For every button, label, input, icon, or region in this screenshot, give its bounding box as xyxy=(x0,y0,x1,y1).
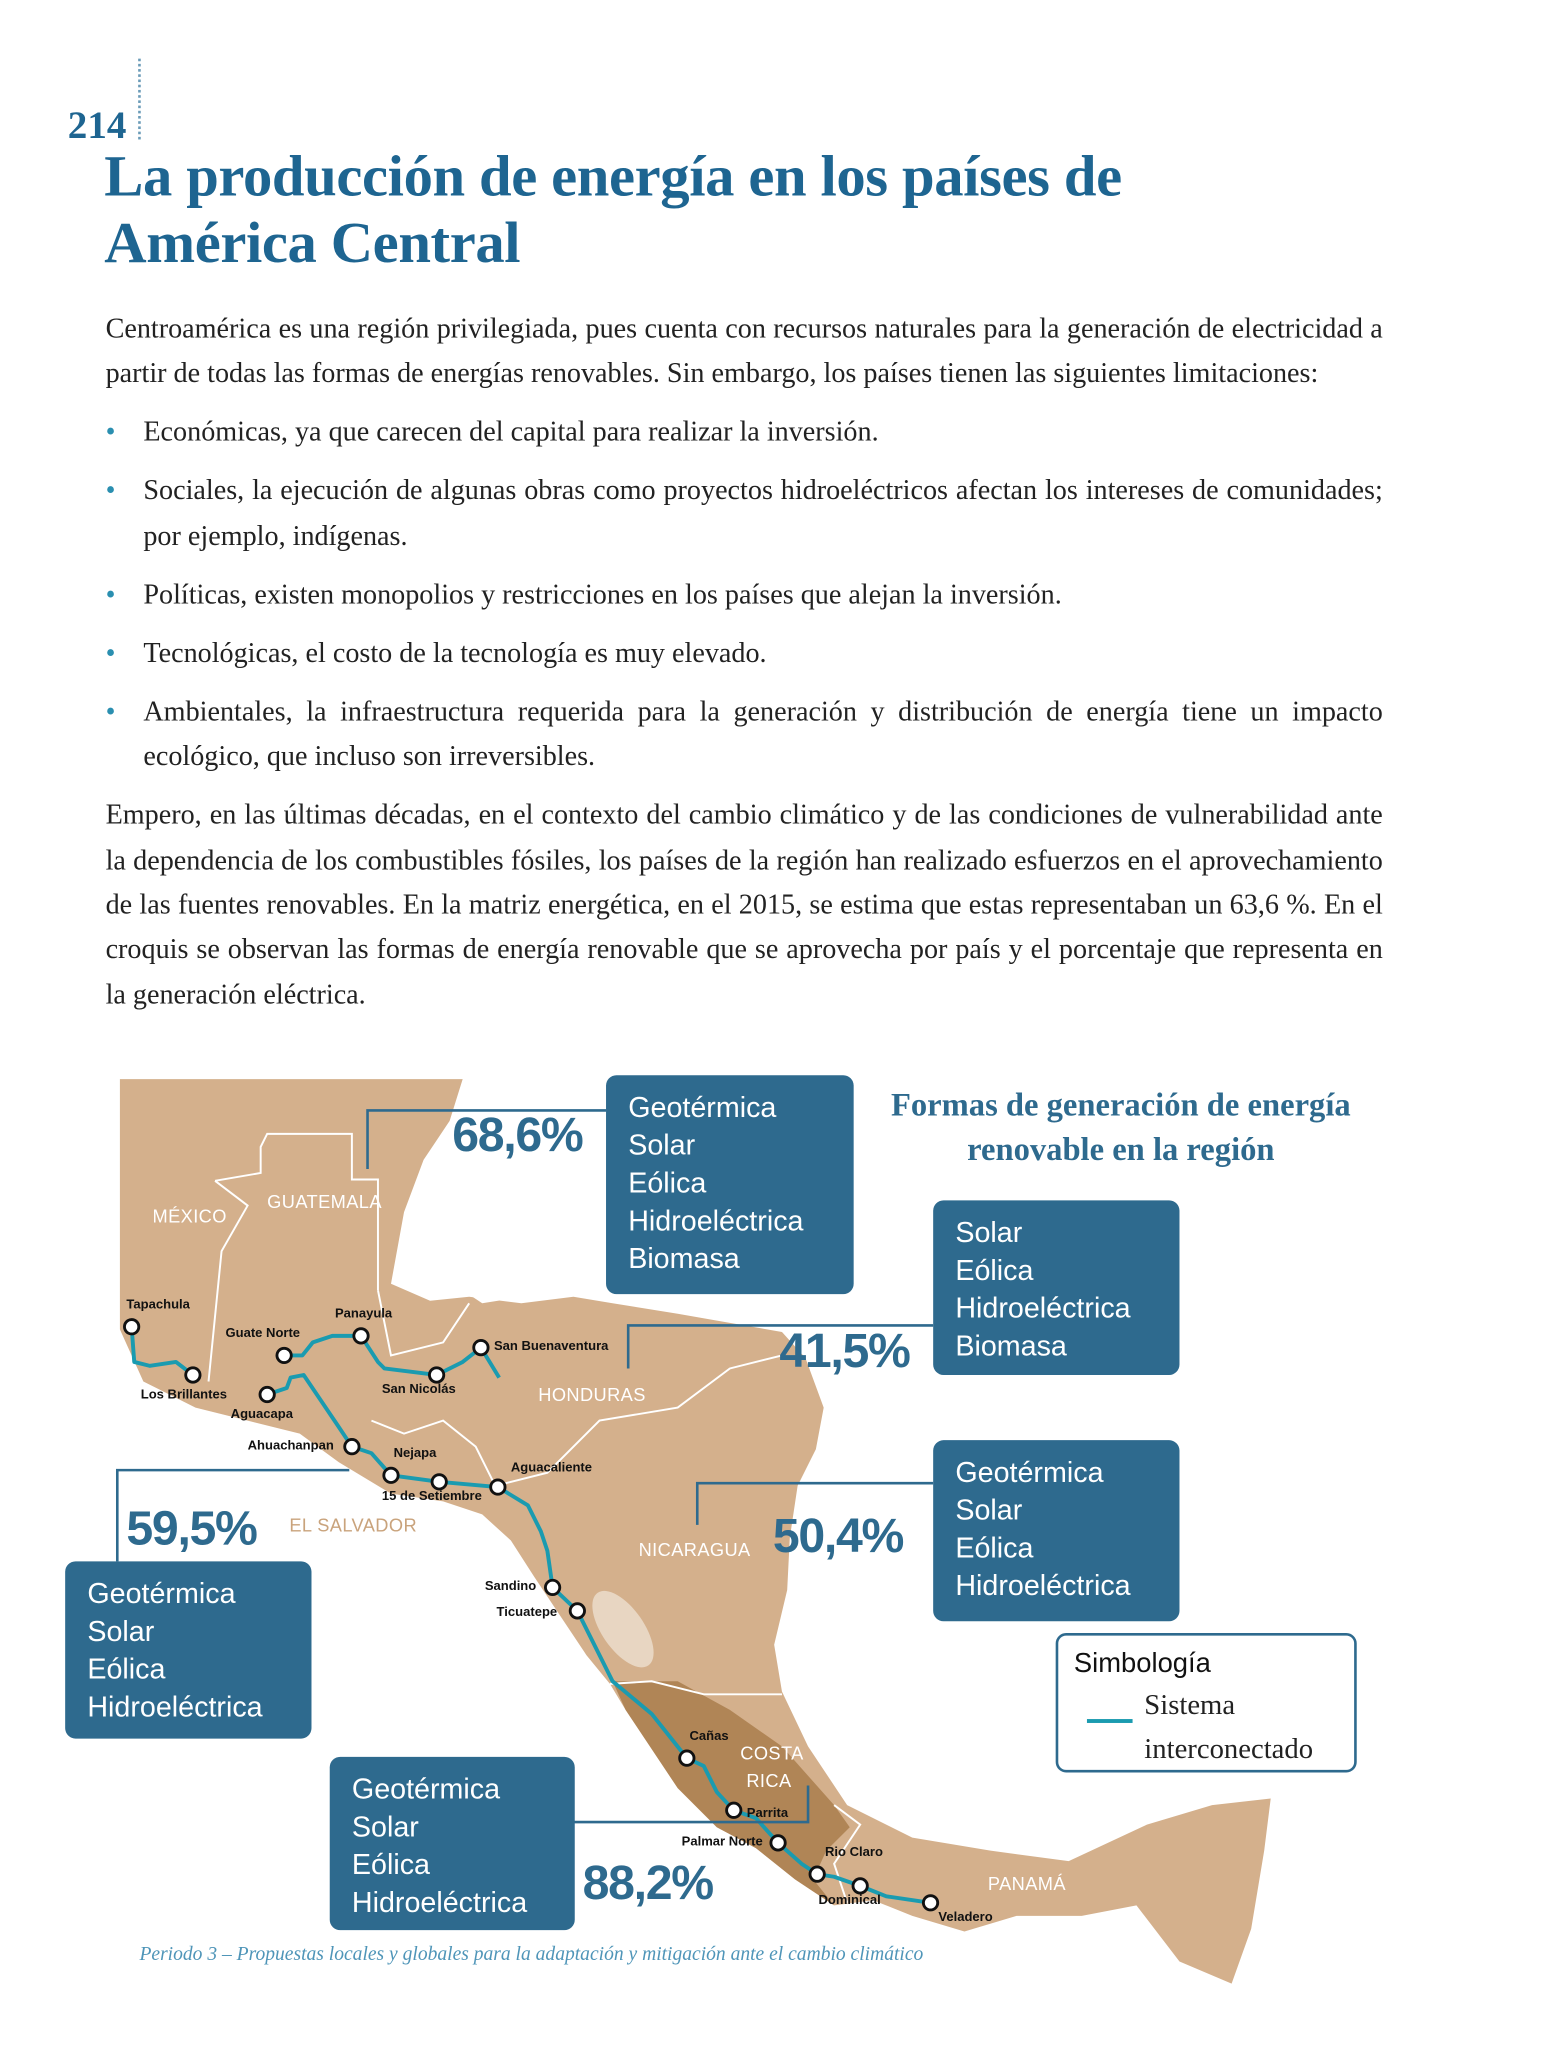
station-marker xyxy=(545,1580,559,1594)
closing-paragraph: Empero, en las últimas décadas, en el contexto del cambio climático y de las condiciones de vulnerabilidad ante la dependencia de los combustibles fósiles, los países de la región han realizado esfuerzos en el aprovechamiento de las fuentes renovables. En la matriz energética, en el 2015, se estima que estas representaban un 63,6 %. En el croquis se observan las formas de energía renovable que se aprovecha por país y el porcentaje que representa en la generación eléctrica. xyxy=(105,799,1383,1010)
station-label: Palmar Norte xyxy=(681,1835,763,1850)
station-marker xyxy=(429,1368,443,1382)
callout-box-honduras xyxy=(933,1200,1179,1375)
text: Hidroeléctrica xyxy=(87,1690,263,1723)
percent-label: 59,5% xyxy=(126,1501,257,1555)
text: Eólica xyxy=(87,1652,166,1686)
text: Geotérmica xyxy=(87,1576,236,1610)
callout-box-nicaragua xyxy=(933,1440,1179,1621)
country-label: MÉXICO xyxy=(152,1205,227,1227)
text: Políticas, existen monopolios y restricciones en los países que alejan la inversión. xyxy=(143,578,1062,610)
station-marker xyxy=(384,1468,398,1482)
station-marker xyxy=(491,1480,505,1494)
callout-box-guatemala-belize xyxy=(606,1075,854,1294)
text: Formas de generación de energía xyxy=(890,1088,1351,1124)
bullet-icon: • xyxy=(105,474,116,507)
title-line-2: América Central xyxy=(104,209,521,275)
text: Biomasa xyxy=(628,1242,740,1275)
station-label: Dominical xyxy=(818,1893,881,1909)
station-marker xyxy=(727,1803,741,1817)
station-marker xyxy=(354,1329,368,1343)
text: Eólica xyxy=(955,1531,1034,1564)
bullet-icon: • xyxy=(105,637,116,669)
text: Solar xyxy=(628,1128,696,1162)
text: Geotérmica xyxy=(628,1090,777,1124)
station-label: Veladero xyxy=(938,1910,993,1925)
text: Hidroeléctrica xyxy=(628,1204,804,1237)
station-label: Ticuatepe xyxy=(496,1605,558,1621)
country-label: PANAMÁ xyxy=(987,1872,1066,1894)
text: Sistema xyxy=(1144,1687,1236,1721)
legend-label xyxy=(1144,1683,1313,1772)
station-marker xyxy=(432,1475,446,1489)
text: Solar xyxy=(955,1215,1023,1249)
station-marker xyxy=(570,1604,584,1618)
station-label: Guate Norte xyxy=(225,1326,301,1342)
country-label: GUATEMALA xyxy=(267,1191,382,1213)
text: Ambientales, la infraestructura requerida para la generación y distribución de energía tiene un impacto ecológico, que incluso son irreversibles. xyxy=(143,695,1383,772)
text: Eólica xyxy=(955,1253,1034,1287)
station-marker xyxy=(853,1879,867,1893)
percent-label: 88,2% xyxy=(582,1855,713,1910)
text: Económicas, ya que carecen del capital para realizar la inversión. xyxy=(143,416,879,448)
station-marker xyxy=(923,1896,937,1910)
map-legend xyxy=(1056,1633,1357,1772)
station-label: Sandino xyxy=(484,1579,537,1594)
callout-box-costa-rica xyxy=(330,1757,575,1930)
text: Geotérmica xyxy=(351,1772,501,1806)
station-label: Panayula xyxy=(334,1307,393,1322)
station-label: San Nicolás xyxy=(381,1382,456,1398)
station-marker xyxy=(345,1439,359,1453)
station-label: Aguacaliente xyxy=(510,1460,593,1476)
country-label: EL SALVADOR xyxy=(289,1514,418,1536)
callout-box-el-salvador xyxy=(65,1561,311,1738)
country-label: COSTA RICA xyxy=(740,1742,804,1791)
station-label: Parrita xyxy=(746,1806,789,1821)
text: Solar xyxy=(87,1614,155,1648)
text: Sociales, la ejecución de algunas obras como proyectos hidroeléctricos afectan los intereses de comunidades; por ejemplo, indígenas. xyxy=(143,474,1383,552)
station-marker xyxy=(474,1340,488,1354)
percent-label: 41,5% xyxy=(779,1324,910,1378)
bullet-icon: • xyxy=(105,695,116,727)
station-marker xyxy=(810,1867,824,1881)
station-marker xyxy=(186,1368,200,1382)
station-marker xyxy=(277,1348,291,1362)
station-label: Ahuachanpan xyxy=(247,1438,334,1454)
intro-paragraph: Centroamérica es una región privilegiada, pues cuenta con recursos naturales para la generación de electricidad a partir de todas las formas de energías renovables. Sin embargo, los países tienen las siguientes limitaciones: xyxy=(105,312,1383,389)
station-marker xyxy=(680,1751,694,1765)
country-label: BELICE xyxy=(427,1221,449,1289)
station-marker xyxy=(771,1836,785,1850)
text: renovable en la región xyxy=(967,1132,1275,1168)
station-label: Cañas xyxy=(689,1729,729,1744)
text: Hidroeléctrica xyxy=(955,1569,1131,1602)
country-label: HONDURAS xyxy=(538,1384,646,1405)
percent-label: 50,4% xyxy=(772,1509,904,1563)
page-number: 214 xyxy=(67,104,127,148)
percent-label: 68,6% xyxy=(452,1107,583,1162)
station-label: Nejapa xyxy=(393,1446,437,1461)
text: Hidroeléctrica xyxy=(955,1291,1131,1325)
text: interconectado xyxy=(1144,1732,1314,1765)
station-label: San Buenaventura xyxy=(493,1339,609,1355)
text: Geotérmica xyxy=(955,1455,1104,1489)
station-label: 15 de Setiembre xyxy=(381,1489,482,1505)
legend-title: Simbología xyxy=(1073,1648,1211,1679)
title-line-1: La producción de energía en los países de xyxy=(104,143,1122,209)
line-swatch-icon xyxy=(1087,1719,1133,1723)
text: Tecnológicas, el costo de la tecnología es muy elevado. xyxy=(143,637,767,669)
text: Solar xyxy=(351,1810,419,1843)
station-label: Aguacapa xyxy=(230,1407,293,1422)
text: Eólica xyxy=(351,1848,430,1881)
text: Solar xyxy=(955,1493,1023,1527)
page-footer: Periodo 3 – Propuestas locales y globales para la adaptación y mitigación ante el cambio climático xyxy=(139,1944,924,1966)
station-marker xyxy=(260,1387,274,1401)
bullet-icon: • xyxy=(105,416,116,448)
map-title xyxy=(860,1084,1381,1173)
bullet-icon: • xyxy=(105,578,116,610)
text: Hidroeléctrica xyxy=(351,1885,528,1919)
station-label: Los Brillantes xyxy=(140,1388,227,1403)
station-label: Rio Claro xyxy=(824,1845,883,1860)
text: Biomasa xyxy=(955,1329,1067,1362)
station-label: Tapachula xyxy=(126,1298,190,1313)
text: Eólica xyxy=(628,1166,707,1200)
station-marker xyxy=(124,1320,138,1334)
country-label: NICARAGUA xyxy=(638,1539,751,1561)
